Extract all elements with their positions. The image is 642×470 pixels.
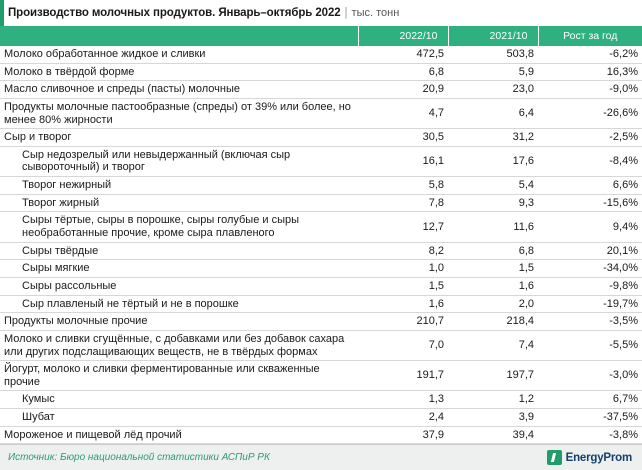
row-value-2021: 5,9 <box>448 63 538 81</box>
row-value-2022: 7,8 <box>358 194 448 212</box>
brand-name: EnergyProm <box>565 451 632 464</box>
row-value-2022: 1,6 <box>358 295 448 313</box>
row-value-2022: 7,0 <box>358 330 448 360</box>
title-separator: | <box>344 7 348 19</box>
row-value-2022: 1,3 <box>358 391 448 409</box>
row-label: Кумыс <box>0 391 358 409</box>
row-value-2022: 472,5 <box>358 46 448 63</box>
row-growth: -3,0% <box>538 361 642 391</box>
table-row <box>0 313 642 331</box>
row-growth: 16,3% <box>538 63 642 81</box>
row-value-2022: 210,7 <box>358 313 448 331</box>
row-value-2022: 6,8 <box>358 63 448 81</box>
table-row <box>0 330 642 360</box>
column-header-growth: Рост за год <box>538 26 642 46</box>
row-label: Молоко в твёрдой форме <box>0 63 358 81</box>
row-label: Творог нежирный <box>0 177 358 195</box>
row-growth: -34,0% <box>538 260 642 278</box>
row-value-2022: 2,4 <box>358 409 448 427</box>
row-label: Молоко и сливки сгущённые, с добавками или без добавок сахара или других подслащивающих веществ, не в твёрдых формах <box>0 330 358 360</box>
row-growth: -5,5% <box>538 330 642 360</box>
row-growth: -8,4% <box>538 146 642 176</box>
row-value-2022: 5,8 <box>358 177 448 195</box>
title-bar <box>0 0 642 26</box>
table-row <box>0 409 642 427</box>
row-value-2021: 31,2 <box>448 129 538 147</box>
table-row <box>0 260 642 278</box>
row-value-2022: 8,2 <box>358 242 448 260</box>
row-label: Творог жирный <box>0 194 358 212</box>
row-value-2022: 191,7 <box>358 361 448 391</box>
brand-logo <box>547 450 632 465</box>
row-value-2022: 12,7 <box>358 212 448 242</box>
row-value-2022: 1,0 <box>358 260 448 278</box>
energyprom-logo-icon <box>547 450 562 465</box>
table-row <box>0 391 642 409</box>
row-growth: 6,6% <box>538 177 642 195</box>
row-value-2021: 197,7 <box>448 361 538 391</box>
row-growth: -15,6% <box>538 194 642 212</box>
row-value-2021: 11,6 <box>448 212 538 242</box>
table-row <box>0 46 642 63</box>
row-growth: -3,5% <box>538 313 642 331</box>
row-value-2021: 17,6 <box>448 146 538 176</box>
table-row <box>0 63 642 81</box>
row-value-2021: 7,4 <box>448 330 538 360</box>
row-growth: -9,0% <box>538 81 642 99</box>
row-growth: 9,4% <box>538 212 642 242</box>
table-row <box>0 177 642 195</box>
row-growth: -2,5% <box>538 129 642 147</box>
row-value-2022: 30,5 <box>358 129 448 147</box>
row-growth: -37,5% <box>538 409 642 427</box>
title-units: тыс. тонн <box>351 7 400 19</box>
table-row <box>0 426 642 444</box>
row-value-2022: 20,9 <box>358 81 448 99</box>
row-label: Сыры тёртые, сыры в порошке, сыры голубые и сыры необработанные прочие, кроме сыра плавленого <box>0 212 358 242</box>
row-growth: -26,6% <box>538 98 642 128</box>
source-note: Источник: Бюро национальной статистики АСПиР РК <box>8 452 270 464</box>
table-row <box>0 361 642 391</box>
row-label: Сыры рассольные <box>0 277 358 295</box>
row-label: Продукты молочные прочие <box>0 313 358 331</box>
table-row <box>0 277 642 295</box>
row-growth: -3,8% <box>538 426 642 444</box>
table-row <box>0 212 642 242</box>
row-label: Йогурт, молоко и сливки ферментированные или скваженные прочие <box>0 361 358 391</box>
column-header-2021: 2021/10 <box>448 26 538 46</box>
row-value-2022: 1,5 <box>358 277 448 295</box>
column-header-name <box>0 26 358 46</box>
row-value-2021: 1,5 <box>448 260 538 278</box>
table-row <box>0 295 642 313</box>
row-value-2022: 37,9 <box>358 426 448 444</box>
table-row <box>0 146 642 176</box>
footer-bar <box>0 444 642 470</box>
table-row <box>0 81 642 99</box>
row-label: Мороженое и пищевой лёд прочий <box>0 426 358 444</box>
row-value-2021: 9,3 <box>448 194 538 212</box>
row-label: Сыры мягкие <box>0 260 358 278</box>
row-growth: -9,8% <box>538 277 642 295</box>
table-header-row <box>0 26 642 46</box>
row-growth: -6,2% <box>538 46 642 63</box>
row-label: Сыр и творог <box>0 129 358 147</box>
table-header <box>0 26 642 46</box>
row-value-2021: 23,0 <box>448 81 538 99</box>
row-value-2021: 6,8 <box>448 242 538 260</box>
data-table <box>0 26 642 444</box>
table-row <box>0 194 642 212</box>
row-label: Молоко обработанное жидкое и сливки <box>0 46 358 63</box>
row-label: Сыр недозрелый или невыдержанный (включая сыр сывороточный) и творог <box>0 146 358 176</box>
row-value-2021: 1,6 <box>448 277 538 295</box>
row-label: Шубат <box>0 409 358 427</box>
row-value-2021: 218,4 <box>448 313 538 331</box>
row-growth: -19,7% <box>538 295 642 313</box>
row-value-2022: 4,7 <box>358 98 448 128</box>
row-value-2021: 39,4 <box>448 426 538 444</box>
row-value-2021: 503,8 <box>448 46 538 63</box>
page-title: Производство молочных продуктов. Январь–октябрь 2022 <box>8 7 341 19</box>
table-row <box>0 98 642 128</box>
row-label: Масло сливочное и спреды (пасты) молочные <box>0 81 358 99</box>
row-label: Продукты молочные пастообразные (спреды) от 39% или более, но менее 80% жирности <box>0 98 358 128</box>
table-row <box>0 242 642 260</box>
row-label: Сыр плавленый не тёртый и не в порошке <box>0 295 358 313</box>
row-growth: 6,7% <box>538 391 642 409</box>
row-value-2021: 2,0 <box>448 295 538 313</box>
row-value-2021: 6,4 <box>448 98 538 128</box>
accent-bar <box>0 0 4 26</box>
row-value-2021: 3,9 <box>448 409 538 427</box>
row-value-2022: 16,1 <box>358 146 448 176</box>
row-label: Сыры твёрдые <box>0 242 358 260</box>
row-value-2021: 1,2 <box>448 391 538 409</box>
table-body <box>0 46 642 444</box>
column-header-2022: 2022/10 <box>358 26 448 46</box>
row-growth: 20,1% <box>538 242 642 260</box>
table-row <box>0 129 642 147</box>
row-value-2021: 5,4 <box>448 177 538 195</box>
